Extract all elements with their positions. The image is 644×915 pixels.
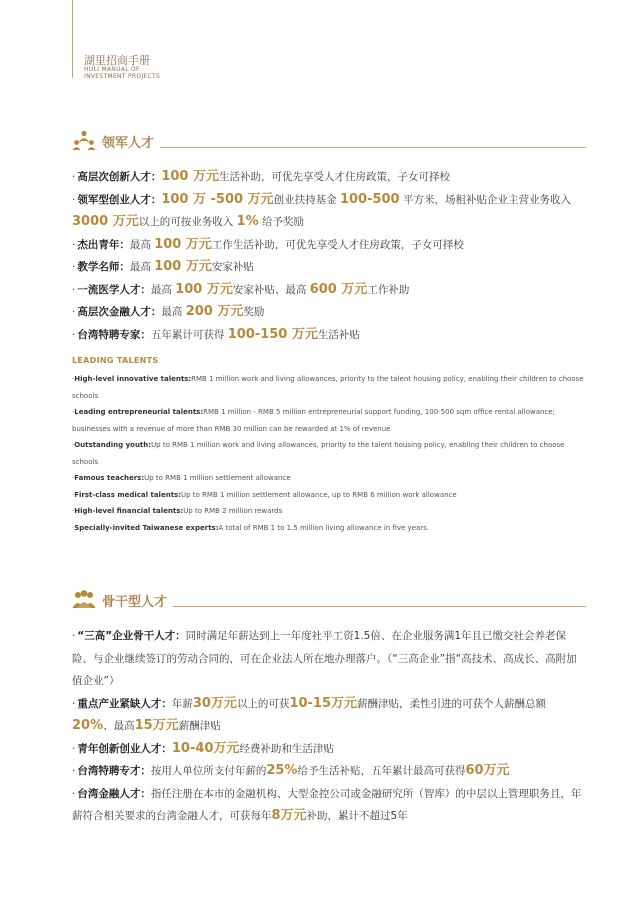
item-label: 台湾特聘专才：: [77, 765, 151, 777]
header-title-en-line2: INVESTMENT PROJECTS: [84, 73, 161, 80]
highlight-value: 8万元: [271, 808, 307, 823]
bullet: ·: [72, 474, 75, 482]
highlight-value: 100 万元: [154, 236, 212, 252]
item-text: 指任注册在本市的金融机构、大型金控公司或金融研究所（智库）的中层以上管理职务且，年薪符合相关要求的台湾金融人才，可获每年: [72, 787, 582, 822]
cn-list-item: [72, 760, 586, 783]
bullet: ·: [72, 490, 75, 499]
en-item-text: A total of RMB 1 to 1.5 million living allowance in five years.: [218, 523, 430, 532]
item-text: 平方米，场租补贴企业主营业务收入: [399, 193, 571, 206]
section2-title-row: [72, 587, 586, 611]
highlight-value: 100-500: [339, 191, 400, 207]
item-text: 安家补贴、最高: [232, 283, 310, 296]
section1-cn-list: [72, 166, 586, 346]
item-text: 以上的可获: [236, 697, 290, 710]
section1-title-row: [72, 128, 586, 152]
item-label: “三高”企业骨干人才：: [77, 630, 186, 642]
section-leading-talents: [72, 128, 586, 536]
cn-list-item: [72, 279, 586, 302]
highlight-value: 15万元: [134, 718, 179, 733]
cn-list-item: [72, 324, 586, 347]
highlight-value: 10-40万元: [171, 740, 240, 756]
en-list-item: [72, 520, 586, 537]
bullet: ·: [72, 283, 76, 296]
bullet: ·: [72, 523, 75, 532]
item-text: 薪酬津贴，柔性引进的可获个人薪酬总额: [357, 697, 547, 710]
item-text: 奖励: [243, 306, 265, 318]
header-title-cn: 湖里招商手册: [84, 54, 150, 67]
en-item-text: Up to RMB 1 million settlement allowance, up to RMB 6 million work allowance: [181, 490, 457, 499]
en-list-item: [72, 371, 586, 404]
cn-list-item: [72, 625, 586, 693]
section1-rule: [160, 147, 586, 148]
cn-list-item: [72, 301, 586, 324]
bullet: ·: [72, 742, 76, 755]
section1-title: 领军人才: [102, 136, 155, 151]
header-title-en: [84, 66, 160, 80]
bullet: ·: [72, 193, 76, 206]
highlight-value: 30万元: [192, 695, 237, 711]
en-list-item: [72, 437, 586, 470]
highlight-value: 100 万 -500 万元: [161, 191, 274, 207]
highlight-value: 1%: [236, 214, 259, 229]
cn-list-item: [72, 783, 586, 828]
people-group-icon: [72, 130, 96, 152]
item-label: 青年创新创业人才：: [77, 742, 172, 755]
en-list-item: [72, 503, 586, 520]
section1-en-heading: LEADING TALENTS: [72, 356, 159, 365]
item-text: 补助，累计不超过5年: [306, 810, 408, 822]
item-text: 、最高: [103, 720, 135, 732]
item-text: 工作生活补助，可优先享受人才住房政策，子女可择校: [211, 238, 464, 251]
en-item-text: RMB 1 million work and living allowances, priority to the talent housing policy, enabling their children to choose schools: [72, 375, 584, 400]
bullet: ·: [72, 765, 76, 777]
en-item-label: High-level financial talents:: [74, 507, 184, 515]
highlight-value: 60万元: [465, 763, 510, 778]
en-list-item: [72, 404, 586, 437]
bullet: ·: [72, 238, 76, 251]
item-label: 杰出青年：: [77, 238, 130, 251]
en-item-label: Specially-invited Taiwanese experts:: [74, 523, 219, 532]
header-title-en-line1: HULI MANUAL OF: [84, 66, 140, 73]
item-text: 五年累计可获得: [150, 328, 228, 341]
item-text: 给予生活补贴，五年累计最高可获得: [297, 765, 466, 777]
highlight-value: 3000 万元: [72, 214, 139, 229]
en-list-item: [72, 470, 586, 487]
item-label: 一流医学人才：: [77, 283, 151, 296]
item-text: 最高: [161, 306, 186, 318]
item-label: 高层次金融人才：: [77, 306, 162, 318]
item-text: 年薪: [171, 697, 193, 710]
item-text: 生活补助，可优先享受人才住房政策，子女可择校: [219, 171, 451, 183]
header-vertical-line: [72, 0, 73, 78]
item-label: 高层次创新人才：: [77, 171, 162, 183]
highlight-value: 100 万元: [161, 169, 220, 184]
cn-list-item: [72, 189, 586, 234]
en-item-label: High-level innovative talents:: [74, 375, 192, 383]
en-item-label: Famous teachers:: [74, 474, 145, 482]
bullet: ·: [72, 697, 76, 710]
cn-list-item: [72, 166, 586, 189]
highlight-value: 25%: [266, 763, 298, 778]
cn-list-item: [72, 738, 586, 761]
item-text: 薪酬津贴: [178, 720, 221, 732]
item-text: 以上的可按业务收入: [138, 216, 237, 228]
cn-list-item: [72, 256, 586, 279]
en-item-text: Up to RMB 1 million work and living allowances, priority to the talent housing policy, enabling their children to choose schools: [72, 441, 565, 466]
cn-list-item: [72, 234, 586, 257]
highlight-value: 10-15万元: [289, 695, 358, 711]
en-item-text: Up to RMB 1 million settlement allowance: [144, 474, 291, 482]
item-text: 创业扶持基金: [273, 193, 340, 206]
bullet: ·: [72, 328, 76, 341]
bullet: ·: [72, 408, 75, 416]
en-item-label: First-class medical talents:: [74, 490, 182, 499]
item-label: 重点产业紧缺人才：: [77, 697, 172, 710]
bullet: ·: [72, 171, 76, 183]
bullet: ·: [72, 375, 75, 383]
item-text: 最高: [150, 283, 176, 296]
item-label: 台湾特聘专家：: [77, 328, 151, 341]
item-text: 最高: [129, 238, 155, 251]
item-label: 领军型创业人才：: [77, 193, 162, 206]
item-text: 安家补贴: [211, 261, 254, 273]
item-label: 教学名师：: [77, 261, 130, 273]
section2-rule: [173, 606, 586, 607]
section-backbone-talents: [72, 587, 586, 828]
item-text: 按用人单位所支付年薪的: [150, 765, 267, 777]
bullet: ·: [72, 306, 76, 318]
item-text: 工作补助: [367, 283, 410, 296]
bullet: ·: [72, 261, 76, 273]
section2-cn-list: [72, 625, 586, 828]
item-text: 生活补贴: [317, 328, 360, 341]
highlight-value: 600 万元: [309, 281, 368, 297]
item-label: 台湾金融人才：: [77, 787, 151, 800]
item-text: 同时满足年薪达到上一年度社平工资1.5倍、在企业服务满1年且已缴交社会养老保险、与企业继续签订的劳动合同的，可在企业法人所在地办理落户。（“三高企业”指“高技术、高成长、高附加值企业”）: [72, 630, 577, 687]
bullet: ·: [72, 507, 75, 515]
highlight-value: 100 万元: [175, 281, 233, 297]
en-item-text: RMB 1 million - RMB 5 million entrepreneurial support funding, 100-500 sqm office rental allowance; businesses with a revenue of more than RMB 30 million can be rewarded at 1% of revenue: [72, 408, 555, 433]
item-text: 最高: [129, 261, 155, 273]
bullet: ·: [72, 787, 76, 800]
highlight-value: 100 万元: [154, 259, 212, 274]
highlight-value: 100-150 万元: [227, 326, 318, 342]
team-icon: [72, 589, 96, 611]
item-text: 给予奖励: [258, 216, 304, 228]
en-item-text: Up to RMB 2 million rewards: [183, 507, 283, 515]
section2-title: 骨干型人才: [102, 595, 168, 610]
en-item-label: Outstanding youth:: [74, 441, 152, 449]
bullet: ·: [72, 441, 75, 449]
item-text: 经费补助和生活津贴: [239, 742, 334, 755]
highlight-value: 200 万元: [185, 304, 244, 319]
section1-en-list: [72, 371, 586, 536]
en-item-label: Leading entrepreneurial talents:: [74, 408, 204, 416]
en-list-item: [72, 487, 586, 504]
bullet: ·: [72, 630, 76, 642]
cn-list-item: [72, 693, 586, 738]
highlight-value: 20%: [72, 718, 104, 733]
